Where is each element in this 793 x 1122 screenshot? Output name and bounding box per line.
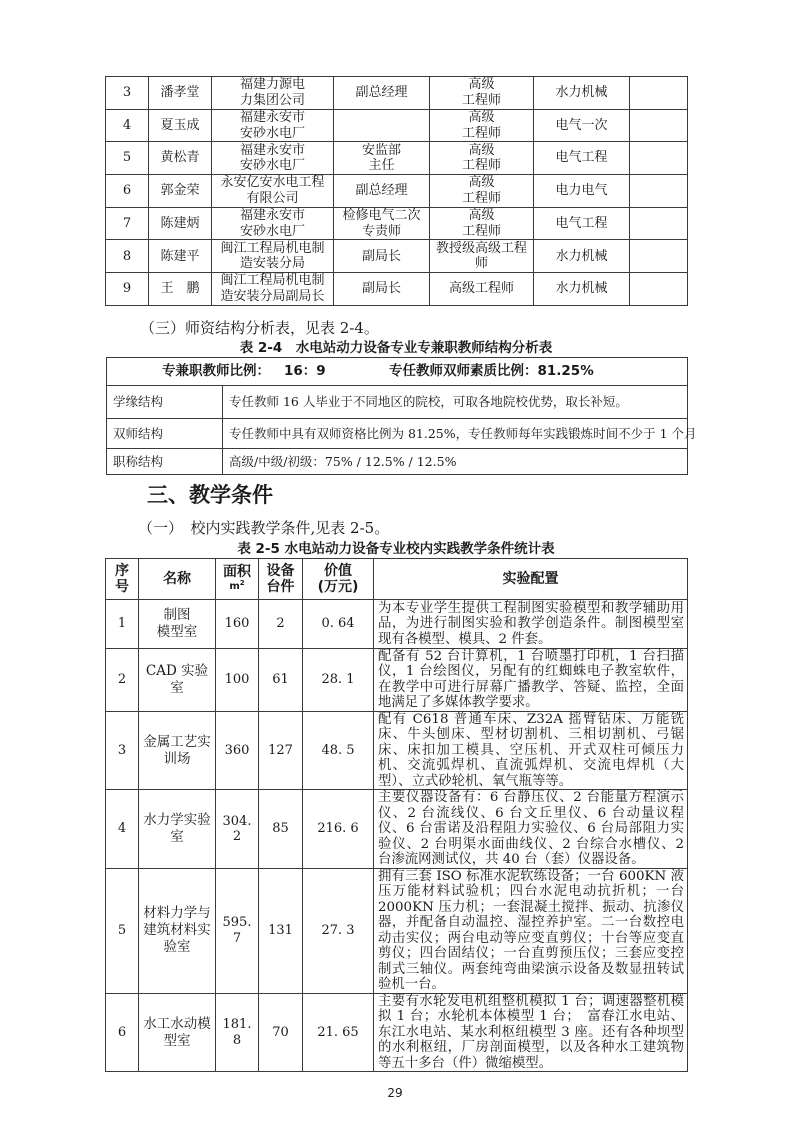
advisor-row-name-cell: 夏玉成 [149, 109, 212, 142]
advisor-row-title-cell: 教授级高级工程 师 [430, 240, 534, 273]
lab-row-value-cell: 216. 6 [303, 790, 374, 869]
lab-row-config-cell: 为本专业学生提供工程制图实验模型和教学辅助用品，为进行制图实验和教学创造条件。制图模型室现有各模型、模具、2 件套。 [374, 599, 688, 648]
lab-row-no-cell: 4 [106, 790, 139, 869]
advisor-row-field-cell: 电气工程 [534, 142, 630, 175]
subsection-intro: （一） 校内实践教学条件,见表 2-5。 [138, 518, 390, 537]
lab-row-name-cell: 金属工艺实 训场 [139, 711, 216, 790]
lab-row-area-cell: 595. 7 [216, 868, 259, 993]
advisor-row-title-cell: 高级 工程师 [430, 207, 534, 240]
lab-row [106, 711, 688, 790]
lab-row-area-cell: 304. 2 [216, 790, 259, 869]
lab-row-value-cell: 0. 64 [303, 599, 374, 648]
structure-text: 专任教师 16 人毕业于不同地区的院校，可取各地院校优势，取长补短。 [223, 385, 688, 418]
advisor-row-position-cell: 检修电气二次 专责师 [334, 207, 430, 240]
header-name: 名称 [139, 558, 216, 599]
advisor-row-position-cell [334, 109, 430, 142]
dual-qualified-label: 专任教师双师素质比例： [389, 362, 538, 379]
lab-row-value-cell: 28. 1 [303, 648, 374, 711]
advisor-row [106, 175, 688, 208]
structure-text: 高级/中级/初级：75% / 12.5% / 12.5% [223, 448, 688, 474]
advisor-row [106, 109, 688, 142]
advisor-row [106, 77, 688, 110]
advisor-row-note-cell [630, 175, 688, 208]
lab-row [106, 790, 688, 869]
advisor-row-title-cell: 高级 工程师 [430, 109, 534, 142]
teacher-structure-table [106, 357, 697, 475]
lab-row-value-cell: 27. 3 [303, 868, 374, 993]
advisor-row-field-cell: 电力电气 [534, 175, 630, 208]
lab-row-count-cell: 2 [259, 599, 303, 648]
practice-table-body [106, 599, 688, 1072]
advisor-row-org-cell: 福建力源电 力集团公司 [212, 77, 334, 110]
structure-label: 学缘结构 [107, 385, 223, 418]
lab-row-count-cell: 70 [259, 993, 303, 1072]
lab-row-no-cell: 6 [106, 993, 139, 1072]
lab-row-no-cell: 5 [106, 868, 139, 993]
structure-row [107, 418, 688, 448]
lab-row-count-cell: 61 [259, 648, 303, 711]
area-unit-sup: 2 [239, 579, 245, 588]
advisor-row [106, 207, 688, 240]
header-area-unit [218, 580, 256, 593]
structure-row [107, 448, 688, 474]
lab-row [106, 648, 688, 711]
lab-row-config-cell: 主要仪器设备有：6 台静压仪、2 台能量方程演示仪、2 台流线仪、6 台文丘里仪、6 台动量议程仪、6 台雷诺及沿程阻力实验仪、6 台局部阻力实验仪、2 台明渠水面曲线仪、2 台综合水槽仪、2 台渗流网测试仪，共 40 台（套）仪器设备。 [374, 790, 688, 869]
advisor-row-note-cell [630, 207, 688, 240]
advisor-row-no-cell: 8 [106, 240, 149, 273]
advisor-row-note-cell [630, 273, 688, 306]
advisor-row-org-cell: 福建永安市 安砂水电厂 [212, 109, 334, 142]
advisor-row-name-cell: 郭金荣 [149, 175, 212, 208]
advisor-row-title-cell: 高级工程师 [430, 273, 534, 306]
structure-label: 双师结构 [107, 418, 223, 448]
advisor-row-org-cell: 永安亿安水电工程 有限公司 [212, 175, 334, 208]
advisor-row [106, 240, 688, 273]
advisor-row-field-cell: 水力机械 [534, 77, 630, 110]
lab-row-name-cell: 水力学实验 室 [139, 790, 216, 869]
advisor-row-title-cell: 高级 工程师 [430, 142, 534, 175]
advisor-row-no-cell: 6 [106, 175, 149, 208]
lab-row-count-cell: 85 [259, 790, 303, 869]
advisor-row-no-cell: 7 [106, 207, 149, 240]
lab-row-no-cell: 3 [106, 711, 139, 790]
lab-row-config-cell: 配有 C618 普通车床、Z32A 摇臂钻床、万能铣床、牛头刨床、型材切割机、三相切割机、弓锯床、床扣加工模具、空压机、开式双柱可倾压力机、交流弧焊机、直流弧焊机、交流电焊机（大型）、立式砂轮机、氧气瓶等等。 [374, 711, 688, 790]
teacher-ratio-row [107, 357, 688, 385]
practice-conditions-table [105, 558, 688, 1073]
advisor-row-title-cell: 高级 工程师 [430, 77, 534, 110]
teacher-ratio-cell [107, 357, 688, 385]
advisor-row-no-cell: 5 [106, 142, 149, 175]
header-config: 实验配置 [374, 558, 688, 599]
dual-qualified-ratio [389, 363, 594, 379]
advisor-row-org-cell: 福建永安市 安砂水电厂 [212, 207, 334, 240]
lab-row-config-cell: 主要有水轮发电机组整机模拟 1 台；调速器整机模拟 1 台；水轮机本体模型 1 台； 富春江水电站、东江水电站、某水利枢纽模型 3 座。还有各种坝型的水利枢纽，厂房剖面模型，以及各种水工建筑物等五十多台（件）微缩模型。 [374, 993, 688, 1072]
page-number: 29 [387, 1086, 403, 1101]
lab-row-config-cell: 拥有三套 ISO 标准水泥软练设备；一台 600KN 液压万能材料试验机；四台水泥电动抗折机；一台 2000KN 压力机；一套混凝土搅拌、振动、抗渗仪器，并配备自动温控、湿控养护室。二一台数控电动击实仪；两台电动等应变直剪仪；十台等应变直剪仪；四台固结仪；一台直剪预压仪；三套应变控制式三轴仪。两套纯弯曲梁演示设备及数显扭转试验机一台。 [374, 868, 688, 993]
parttime-ratio [107, 364, 389, 380]
advisor-row-org-cell: 福建永安市 安砂水电厂 [212, 142, 334, 175]
advisor-row-org-cell: 闽江工程局机电制 造安装分局 [212, 240, 334, 273]
lab-row-name-cell: 水工水动模 型室 [139, 993, 216, 1072]
lab-row-name-cell: 材料力学与 建筑材料实 验室 [139, 868, 216, 993]
advisor-table-body [106, 77, 688, 306]
advisor-row-position-cell: 副总经理 [334, 77, 430, 110]
structure-label: 职称结构 [107, 448, 223, 474]
advisor-row-name-cell: 陈建平 [149, 240, 212, 273]
advisor-row-field-cell: 水力机械 [534, 273, 630, 306]
advisor-row-field-cell: 电气一次 [534, 109, 630, 142]
lab-row-area-cell: 181. 8 [216, 993, 259, 1072]
section-3-intro: （三）师资结构分析表，见表 2-4。 [140, 318, 379, 337]
lab-row-area-cell: 160 [216, 599, 259, 648]
advisor-row-field-cell: 水力机械 [534, 240, 630, 273]
structure-row [107, 385, 688, 418]
advisor-row-position-cell: 副局长 [334, 273, 430, 306]
lab-row-count-cell: 127 [259, 711, 303, 790]
advisor-row-note-cell [630, 77, 688, 110]
header-area [216, 558, 259, 599]
advisor-row [106, 273, 688, 306]
lab-row-config-cell: 配备有 52 台计算机，1 台喷墨打印机，1 台扫描仪，1 台绘图仪，另配有的红蜘蛛电子教室软件，在教学中可进行屏幕广播教学、答疑、监控，全面地满足了多媒体教学要求。 [374, 648, 688, 711]
advisor-row [106, 142, 688, 175]
parttime-ratio-label: 专兼职教师比例： [162, 362, 270, 379]
advisor-row-no-cell: 4 [106, 109, 149, 142]
lab-row-count-cell: 131 [259, 868, 303, 993]
lab-row [106, 868, 688, 993]
parttime-ratio-value: 16：9 [284, 362, 326, 379]
dual-qualified-value: 81.25% [537, 362, 594, 379]
area-unit-text: m [229, 581, 240, 593]
table-2-5-caption: 表 2-5 水电站动力设备专业校内实践教学条件统计表 [237, 540, 555, 557]
table-2-4-caption: 表 2-4 水电站动力设备专业专兼职教师结构分析表 [239, 339, 553, 356]
advisor-row-name-cell: 黄松青 [149, 142, 212, 175]
lab-row-area-cell: 360 [216, 711, 259, 790]
structure-text: 专任教师中具有双师资格比例为 81.25%，专任教师每年实践锻炼时间不少于 1 个月 [223, 418, 688, 448]
advisor-row-note-cell [630, 142, 688, 175]
advisor-row-no-cell: 3 [106, 77, 149, 110]
lab-row-no-cell: 2 [106, 648, 139, 711]
header-count: 设备 台件 [259, 558, 303, 599]
advisor-row-name-cell: 王 鹏 [149, 273, 212, 306]
lab-row-value-cell: 21. 65 [303, 993, 374, 1072]
lab-row [106, 599, 688, 648]
advisor-row-no-cell: 9 [106, 273, 149, 306]
header-area-label: 面积 [223, 564, 251, 581]
lab-row-value-cell: 48. 5 [303, 711, 374, 790]
industry-advisor-table [105, 76, 688, 306]
lab-row-no-cell: 1 [106, 599, 139, 648]
advisor-row-name-cell: 陈建炳 [149, 207, 212, 240]
advisor-row-note-cell [630, 240, 688, 273]
advisor-row-field-cell: 电气工程 [534, 207, 630, 240]
section-heading: 三、教学条件 [147, 482, 273, 507]
advisor-row-note-cell [630, 109, 688, 142]
header-no: 序 号 [106, 558, 139, 599]
lab-row [106, 993, 688, 1072]
advisor-row-name-cell: 潘孝堂 [149, 77, 212, 110]
lab-row-area-cell: 100 [216, 648, 259, 711]
advisor-row-position-cell: 安监部 主任 [334, 142, 430, 175]
advisor-row-position-cell: 副局长 [334, 240, 430, 273]
advisor-row-position-cell: 副总经理 [334, 175, 430, 208]
lab-row-name-cell: 制图 模型室 [139, 599, 216, 648]
advisor-row-org-cell: 闽江工程局机电制 造安装分局副局长 [212, 273, 334, 306]
header-value: 价值 (万元) [303, 558, 374, 599]
lab-row-name-cell: CAD 实验室 [139, 648, 216, 711]
table-header-row [106, 558, 688, 599]
advisor-row-title-cell: 高级 工程师 [430, 175, 534, 208]
